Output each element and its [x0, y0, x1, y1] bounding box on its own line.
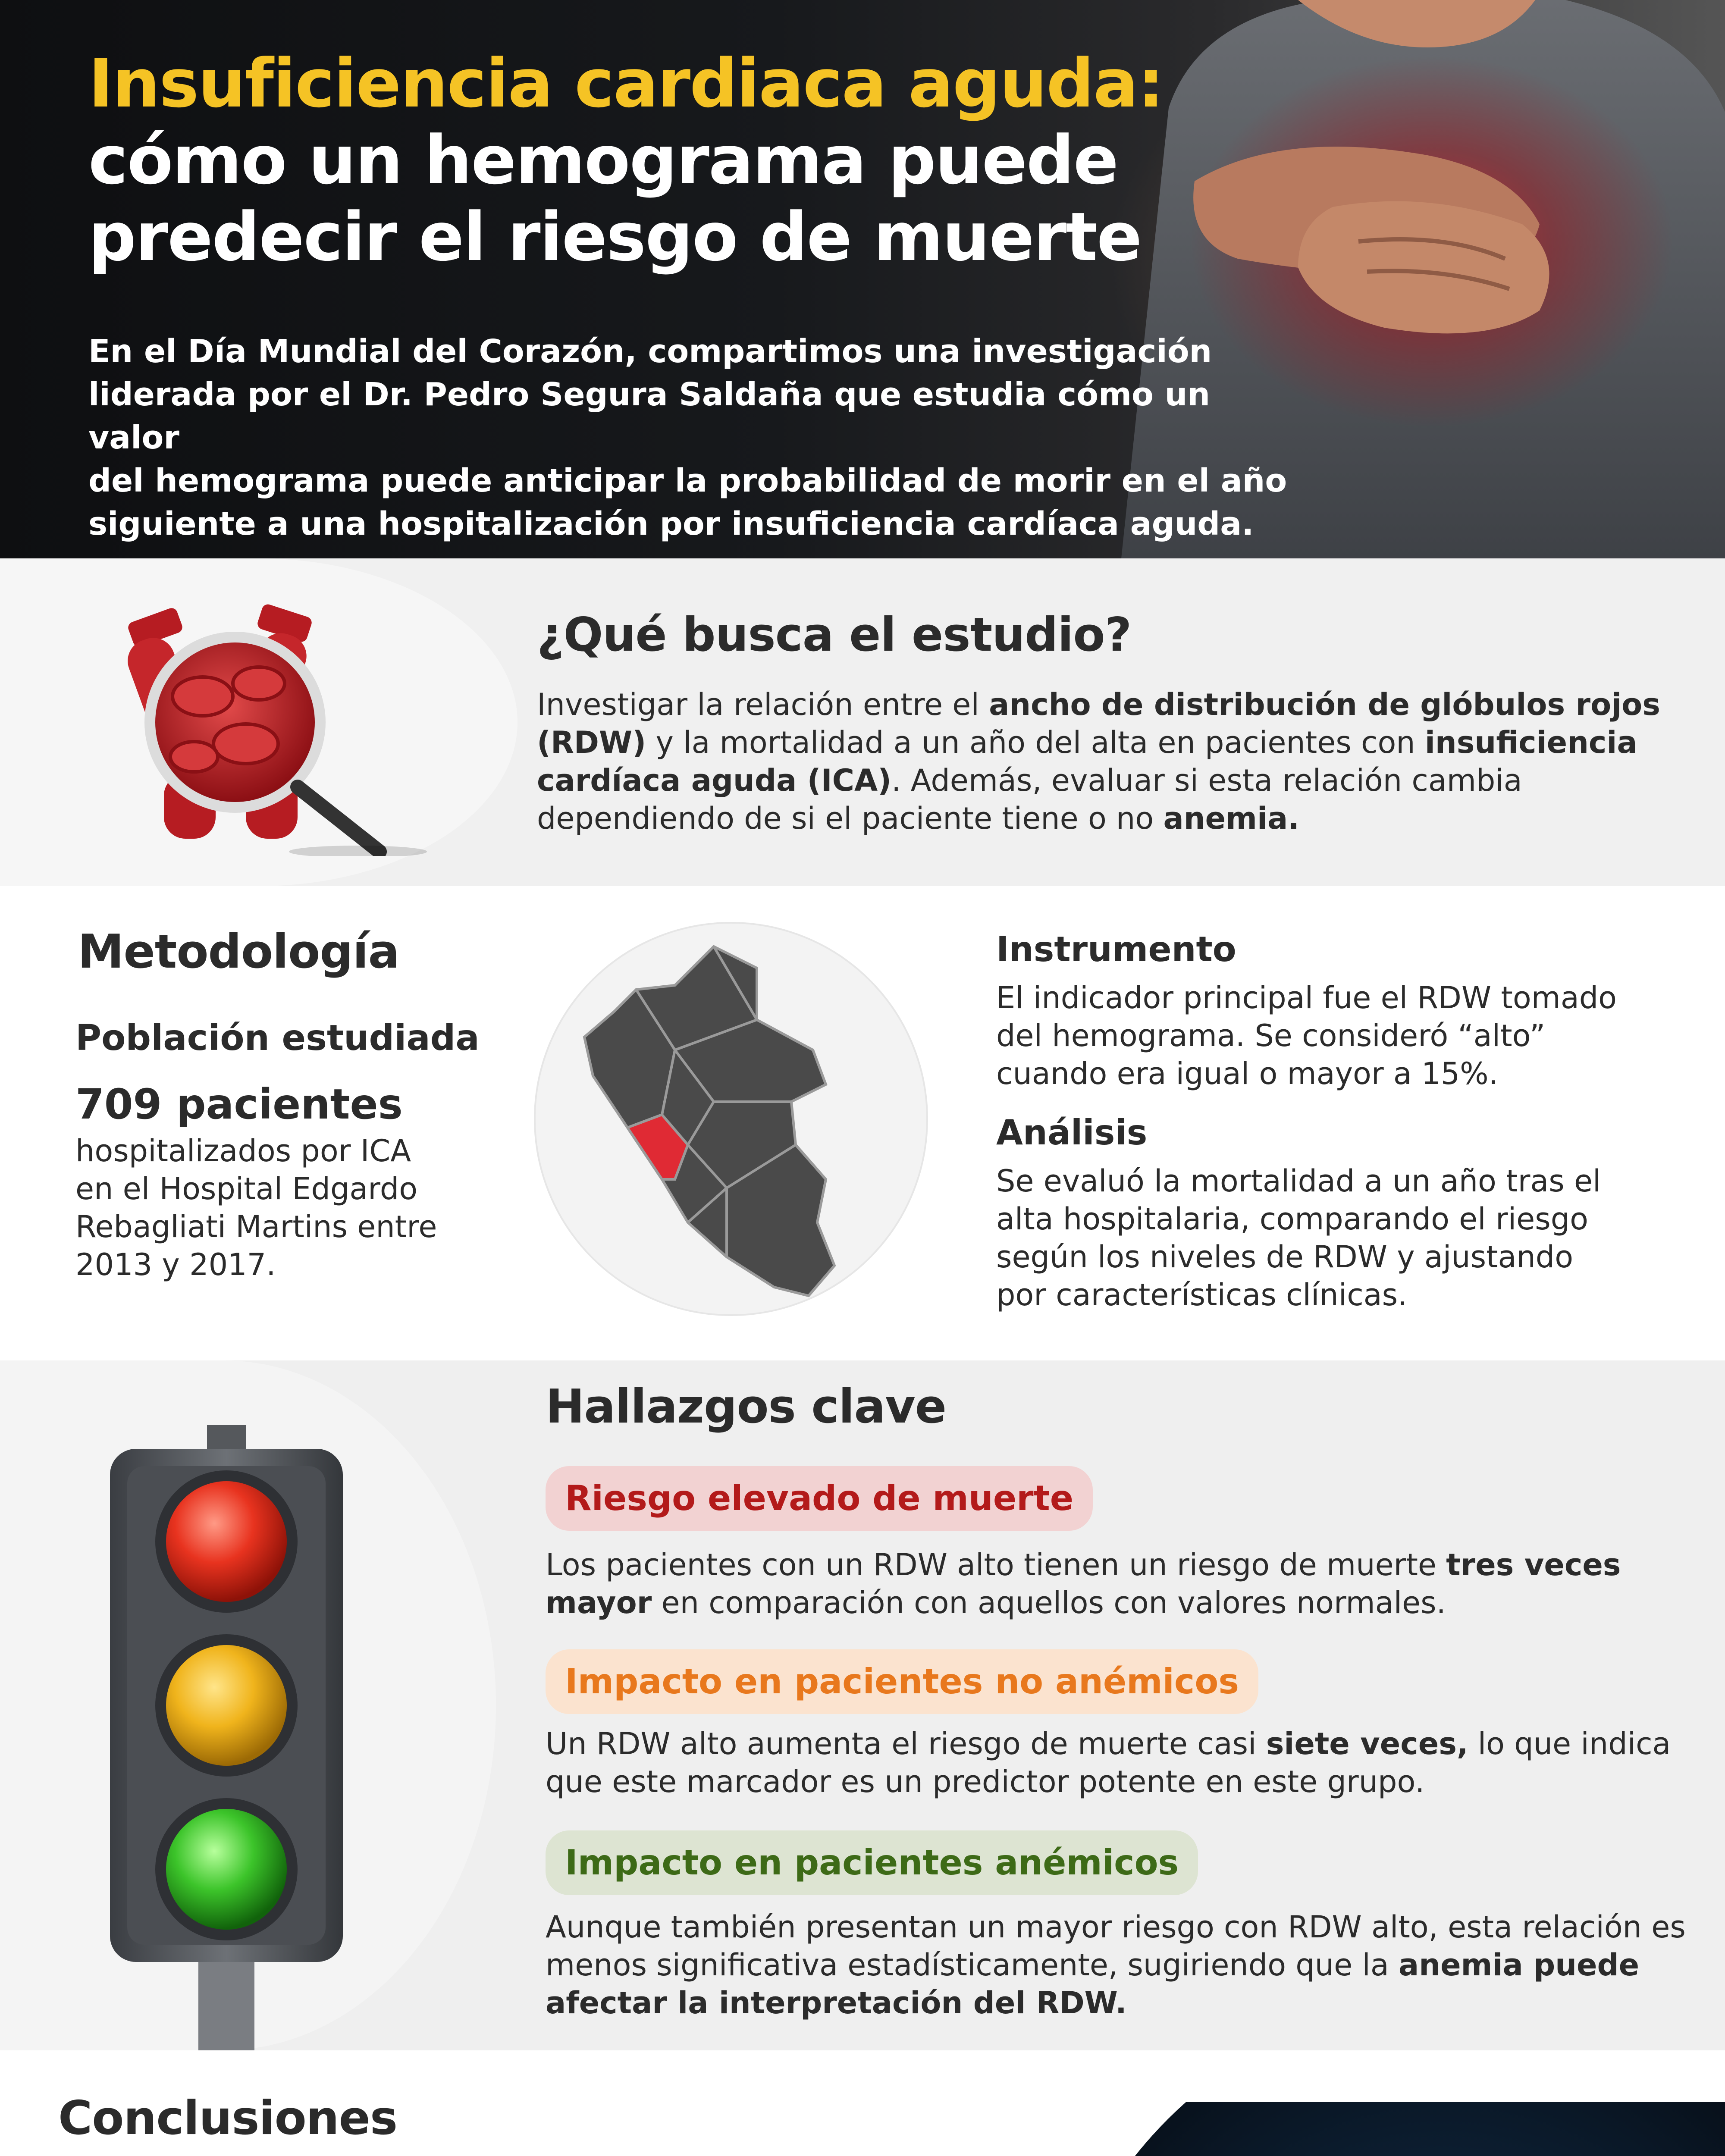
population-line: en el Hospital Edgardo — [75, 1171, 418, 1206]
hero-intro-line: En el Día Mundial del Corazón, compartimos una investigación — [88, 333, 1212, 370]
analysis-line: Se evaluó la mortalidad a un año tras el — [996, 1163, 1601, 1199]
study-text-part: . Además, evaluar si esta relación cambia dependiendo de si el paciente tiene o no — [537, 763, 1522, 836]
finding-text-part: lo que indica que este marcador es un predictor potente en este grupo. — [546, 1726, 1671, 1799]
finding-text-bold: siete veces, — [1266, 1726, 1468, 1761]
hero-title-line-1: Insuficiencia cardiaca aguda: — [88, 44, 1164, 122]
hero-intro-line: del hemograma puede anticipar la probabilidad de morir en el año — [88, 462, 1287, 499]
study-text-bold: insuficiencia cardíaca aguda (ICA) — [537, 725, 1637, 798]
finding-text-high-risk — [546, 1546, 1688, 1622]
findings-heading: Hallazgos clave — [546, 1380, 946, 1434]
hero-title-line-3: predecir el riesgo de muerte — [88, 198, 1142, 276]
study-section — [0, 558, 1725, 886]
analysis-line: por características clínicas. — [996, 1277, 1408, 1313]
finding-text-part: Los pacientes con un RDW alto tienen un riesgo de muerte — [546, 1547, 1446, 1583]
analysis-line: según los niveles de RDW y ajustando — [996, 1239, 1574, 1275]
traffic-light-icon — [101, 1425, 351, 2050]
study-text-bold: anemia. — [1163, 801, 1299, 836]
conclusions-section — [0, 2050, 1725, 2156]
population-line: Rebagliati Martins entre — [75, 1209, 437, 1244]
hero-intro-line: siguiente a una hospitalización por insuficiencia cardíaca aguda. — [88, 505, 1254, 542]
conclusions-heading: Conclusiones — [58, 2091, 398, 2145]
finding-text-bold: anemia puede afectar la interpretación del RDW. — [546, 1947, 1640, 2021]
study-text-part: Investigar la relación entre el — [537, 687, 989, 722]
population-title: Población estudiada — [75, 1018, 480, 1059]
finding-text-bold: tres veces mayor — [546, 1547, 1621, 1620]
analysis-text — [996, 1162, 1686, 1314]
finding-tag-non-anemic: Impacto en pacientes no anémicos — [546, 1649, 1258, 1714]
finding-text-part: Un RDW alto aumenta el riesgo de muerte casi — [546, 1726, 1266, 1761]
finding-text-part: en comparación con aquellos con valores normales. — [652, 1585, 1446, 1620]
instrument-text — [996, 979, 1686, 1093]
instrument-title: Instrumento — [996, 929, 1236, 969]
hero-intro-line: liderada por el Dr. Pedro Segura Saldaña que estudia cómo un valor — [88, 376, 1211, 456]
population-line: 2013 y 2017. — [75, 1247, 276, 1282]
finding-tag-high-risk: Riesgo elevado de muerte — [546, 1466, 1093, 1531]
blood-sample-icon — [116, 597, 436, 856]
instrument-line: cuando era igual o mayor a 15%. — [996, 1056, 1498, 1091]
study-text-part: y la mortalidad a un año del alta en pacientes con — [646, 725, 1425, 760]
study-heading: ¿Qué busca el estudio? — [537, 608, 1132, 662]
study-text-bold: ancho de distribución de glóbulos rojos (RDW) — [537, 687, 1660, 760]
methodology-section — [0, 886, 1725, 1360]
hero-banner — [0, 0, 1725, 558]
finding-tag-anemic: Impacto en pacientes anémicos — [546, 1830, 1198, 1895]
finding-text-anemic — [546, 1908, 1688, 2022]
instrument-line: del hemograma. Se consideró “alto” — [996, 1018, 1546, 1053]
findings-section — [0, 1360, 1725, 2050]
population-text — [75, 1132, 507, 1284]
study-text — [537, 686, 1667, 837]
hero-intro — [88, 330, 1296, 545]
methodology-heading: Metodología — [78, 925, 399, 979]
heart-anatomy-image — [927, 2102, 1725, 2156]
finding-text-non-anemic — [546, 1725, 1688, 1801]
peru-map-icon — [533, 921, 929, 1317]
finding-text-part: Aunque también presentan un mayor riesgo con RDW alto, esta relación es menos significativa estadísticamente, sugiriendo que la — [546, 1909, 1686, 1983]
hero-title — [88, 45, 1253, 276]
hero-title-line-2: cómo un hemograma puede — [88, 121, 1118, 199]
analysis-line: alta hospitalaria, comparando el riesgo — [996, 1201, 1588, 1237]
population-line: hospitalizados por ICA — [75, 1133, 411, 1169]
population-count: 709 pacientes — [75, 1080, 403, 1128]
instrument-line: El indicador principal fue el RDW tomado — [996, 980, 1617, 1015]
analysis-title: Análisis — [996, 1112, 1148, 1153]
